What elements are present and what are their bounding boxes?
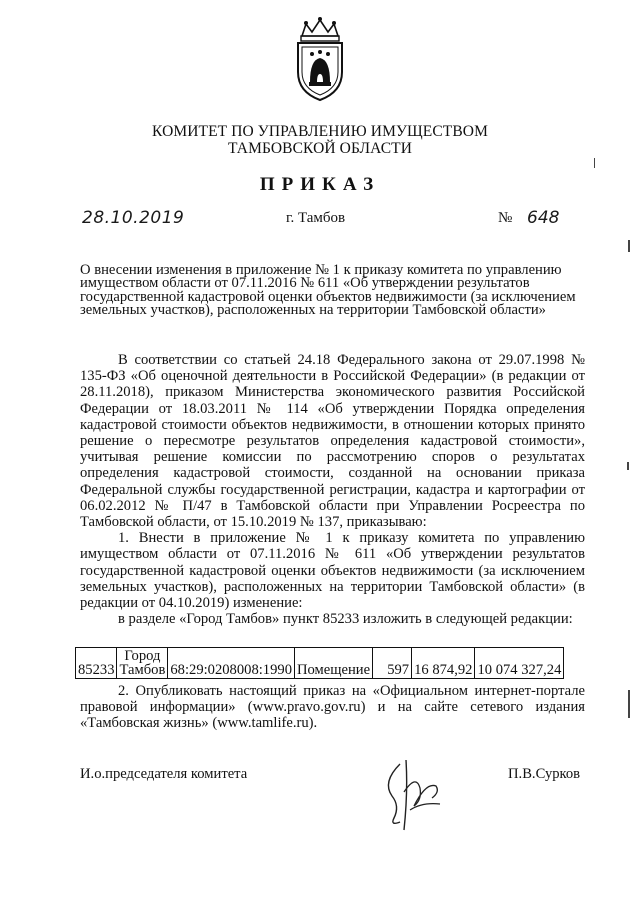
item-2-block xyxy=(80,683,585,732)
scan-artifact xyxy=(594,158,595,168)
order-number-label: № xyxy=(498,210,513,226)
cell-area: 597 xyxy=(373,648,412,679)
organization-name-line1: КОМИТЕТ ПО УПРАВЛЕНИЮ ИМУЩЕСТВОМ xyxy=(152,123,488,140)
item-2-paragraph: 2. Опубликовать настоящий приказ на «Официальном интернет-портале правовой информации» (www.pravo.gov.ru) и на сайте сетевого издания «Тамбовская жизнь» (www.tamlife.ru). xyxy=(80,683,585,732)
cell-city-line1: Город xyxy=(124,648,161,664)
cell-property-type: Помещение xyxy=(295,648,373,679)
item-1-paragraph: 1. Внести в приложение № 1 к приказу комитета по управлению имуществом области от 07.11.2016 № 611 «Об утверждении результатов государственной кадастровой оценки объектов недвижимости (за исключением земельных участков), расположенных на территории Тамбовской области» (в редакции от 04.10.2019) изменение: xyxy=(80,530,585,612)
item-1-subparagraph: в разделе «Город Тамбов» пункт 85233 изложить в следующей редакции: xyxy=(118,611,573,628)
cell-total-value: 10 074 327,24 xyxy=(475,648,564,679)
signatory-name: П.В.Сурков xyxy=(508,766,581,782)
preamble-paragraph: В соответствии со статьей 24.18 Федерального закона от 29.07.1998 № 135-ФЗ «Об оценочной деятельности в Российской Федерации» (в редакции от 28.11.2018), приказом Министерства экономического развития Российской Федерации от 18.03.2011 № 114 «Об утверждении Порядка определения кадастровой стоимости объектов недвижимости, в отношении которых принято решение о пересмотре результатов определения кадастровой стоимости», учитывая решение комиссии по рассмотрению споров о результатах определения кадастровой стоимости, созданной на основании приказа Федеральной службы государственной регистрации, кадастра и картографии от 06.02.2012 № П/47 в Тамбовской области при Управлении Росреестра по Тамбовской области, от 15.10.2019 № 137, приказываю: xyxy=(80,352,585,531)
cell-unit-value: 16 874,92 xyxy=(412,648,475,679)
cell-item-number: 85233 xyxy=(76,648,117,679)
order-city: г. Тамбов xyxy=(286,210,346,226)
order-date: 28.10.2019 xyxy=(82,208,185,228)
handwritten-signature xyxy=(370,752,460,834)
scan-artifact xyxy=(628,240,630,252)
signatory-position: И.о.председателя комитета xyxy=(80,766,248,782)
cell-city-line2: Тамбов xyxy=(119,662,166,678)
property-table xyxy=(75,647,564,679)
order-number: 648 xyxy=(527,208,560,228)
order-body xyxy=(80,352,585,627)
organization-name-line2: ТАМБОВСКОЙ ОБЛАСТИ xyxy=(228,140,412,157)
tambov-coat-of-arms-emblem xyxy=(288,16,352,102)
scan-artifact xyxy=(627,462,629,470)
cell-city xyxy=(117,648,168,679)
order-subject: О внесении изменения в приложение № 1 к приказу комитета по управлению имуществом области от 07.11.2016 № 611 «Об утверждении результатов государственной кадастровой оценки объектов недвижимости (за исключением земельных участков), расположенных на территории Тамбовской области» xyxy=(80,262,576,318)
table-row xyxy=(76,648,564,679)
document-type-title: ПРИКАЗ xyxy=(259,174,381,195)
cell-cadastral-number: 68:29:0208008:1990 xyxy=(168,648,295,679)
scan-artifact xyxy=(628,690,630,718)
